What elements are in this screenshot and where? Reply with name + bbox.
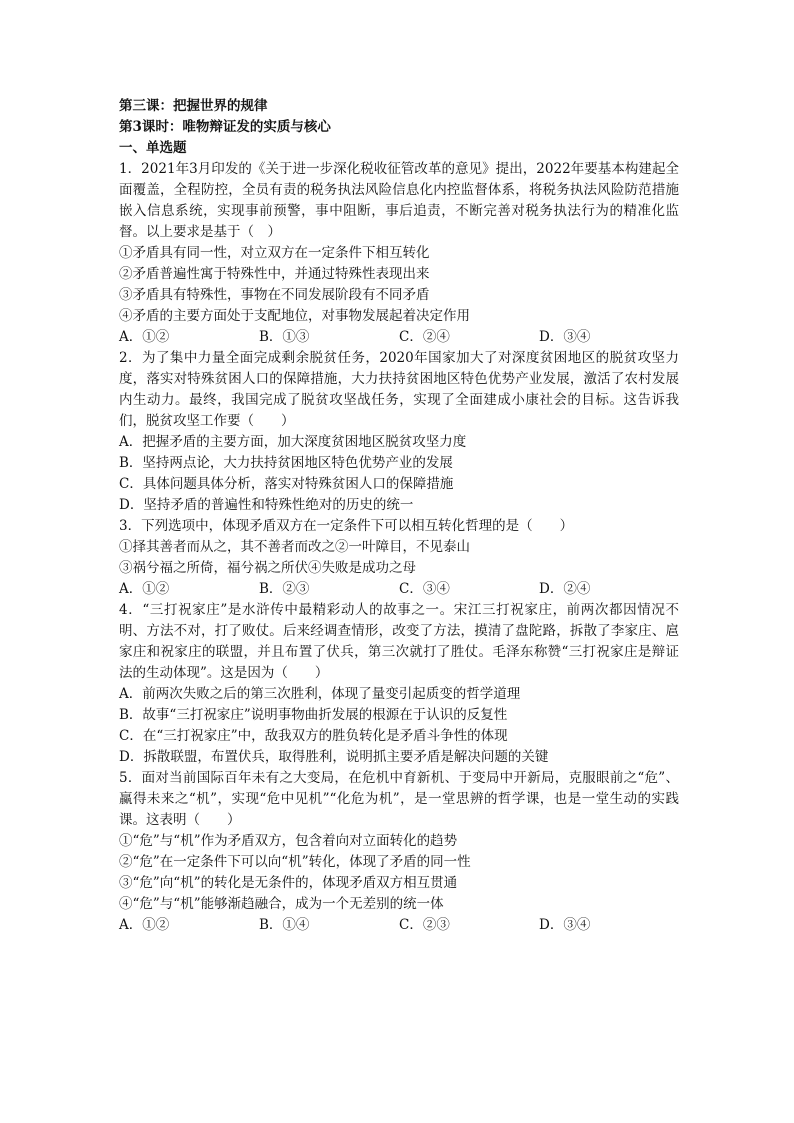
choice-a: A．①② (119, 917, 170, 933)
question-stem: 1．2021年3月印发的《关于进一步深化税收征管改革的意见》提出，2022年要基本构建起全面覆盖，全程防控，全员有责的税务执法风险信息化内控监督体系，将税务执法风险防范措施嵌入信息系统，实现事前预警，事中阻断，事后追责，不断完善对税务执法行为的精准化监督。以上要求是基于（ ） (119, 161, 679, 240)
choice-b: B．①④ (259, 917, 310, 933)
statement: ④“危”与“机”能够渐趋融合，成为一个无差别的统一体 (119, 896, 444, 912)
choice-row (119, 327, 679, 348)
statement: ①择其善者而从之，其不善者而改之②一叶障目，不见泰山 (119, 539, 470, 555)
choice-a: A．①② (119, 581, 170, 597)
choice-c: C．③④ (399, 581, 450, 597)
question-stem: 4．“三打祝家庄”是水浒传中最精彩动人的故事之一。宋江三打祝家庄，前两次都因情况不明、方法不对，打了败仗。后来经调查情形，改变了方法，摸清了盘陀路，拆散了李家庄、扈家庄和祝家庄的联盟，并且布置了伏兵，第三次就打了胜仗。毛泽东称赞“三打祝家庄是辩证法的生动体现”。这是因为（ ） (119, 602, 679, 681)
option-b: B．坚持两点论，大力扶持贫困地区特色优势产业的发展 (119, 455, 453, 471)
statement: ③矛盾具有特殊性，事物在不同发展阶段有不同矛盾 (119, 287, 430, 303)
option-d: D．拆散联盟，布置伏兵，取得胜利，说明抓主要矛盾是解决问题的关键 (119, 749, 549, 765)
section-heading: 一、单选题 (119, 140, 187, 156)
choice-d: D．③④ (539, 329, 591, 345)
choice-c: C．②④ (399, 329, 450, 345)
question-stem: 2．为了集中力量全面完成剩余脱贫任务，2020年国家加大了对深度贫困地区的脱贫攻坚力度，落实对特殊贫困人口的保障措施，大力扶持贫困地区特色优势产业发展，激活了农村发展内生动力。最终，我国完成了脱贫攻坚战任务，实现了全面建成小康社会的目标。这告诉我们，脱贫攻坚工作要（ ） (119, 350, 679, 429)
option-c: C．具体问题具体分析，落实对特殊贫困人口的保障措施 (119, 476, 454, 492)
option-a: A．把握矛盾的主要方面，加大深度贫困地区脱贫攻坚力度 (119, 434, 467, 450)
question-stem: 3．下列选项中，体现矛盾双方在一定条件下可以相互转化哲理的是（ ） (119, 518, 574, 534)
choice-b: B．①③ (259, 329, 310, 345)
choice-row (119, 915, 679, 936)
question-3 (119, 516, 679, 600)
question-5 (119, 768, 679, 936)
document-page (119, 96, 679, 936)
statement: ①“危”与“机”作为矛盾双方，包含着向对立面转化的趋势 (119, 833, 458, 849)
statement: ④矛盾的主要方面处于支配地位，对事物发展起着决定作用 (119, 308, 470, 324)
question-stem: 5．面对当前国际百年未有之大变局，在危机中育新机、于变局中开新局，克服眼前之“危”、赢得未来之“机”，实现“危中见机”“化危为机”，是一堂思辨的哲学课，也是一堂生动的实践课。这表明（ ） (119, 770, 679, 828)
option-d: D．坚持矛盾的普遍性和特殊性绝对的历史的统一 (119, 497, 414, 513)
option-b: B．故事“三打祝家庄”说明事物曲折发展的根源在于认识的反复性 (119, 707, 508, 723)
choice-d: D．②④ (539, 581, 591, 597)
option-a: A．前两次失败之后的第三次胜利，体现了量变引起质变的哲学道理 (119, 686, 521, 702)
question-2 (119, 348, 679, 516)
choice-d: D．③④ (539, 917, 591, 933)
question-4 (119, 600, 679, 768)
period-title: 第3课时：唯物辩证发的实质与核心 (119, 119, 331, 135)
option-c: C．在“三打祝家庄”中，敌我双方的胜负转化是矛盾斗争性的体现 (119, 728, 508, 744)
statement: ③“危”向“机”的转化是无条件的，体现矛盾双方相互贯通 (119, 875, 458, 891)
statement: ①矛盾具有同一性，对立双方在一定条件下相互转化 (119, 245, 430, 261)
choice-row (119, 579, 679, 600)
statement: ②“危”在一定条件下可以向“机”转化，体现了矛盾的同一性 (119, 854, 471, 870)
choice-a: A．①② (119, 329, 170, 345)
lesson-title: 第三课：把握世界的规律 (119, 98, 268, 114)
choice-c: C．②③ (399, 917, 450, 933)
choice-b: B．②③ (259, 581, 310, 597)
statement: ②矛盾普遍性寓于特殊性中，并通过特殊性表现出来 (119, 266, 430, 282)
statement: ③祸兮福之所倚，福兮祸之所伏④失败是成功之母 (119, 560, 416, 576)
question-1 (119, 159, 679, 348)
